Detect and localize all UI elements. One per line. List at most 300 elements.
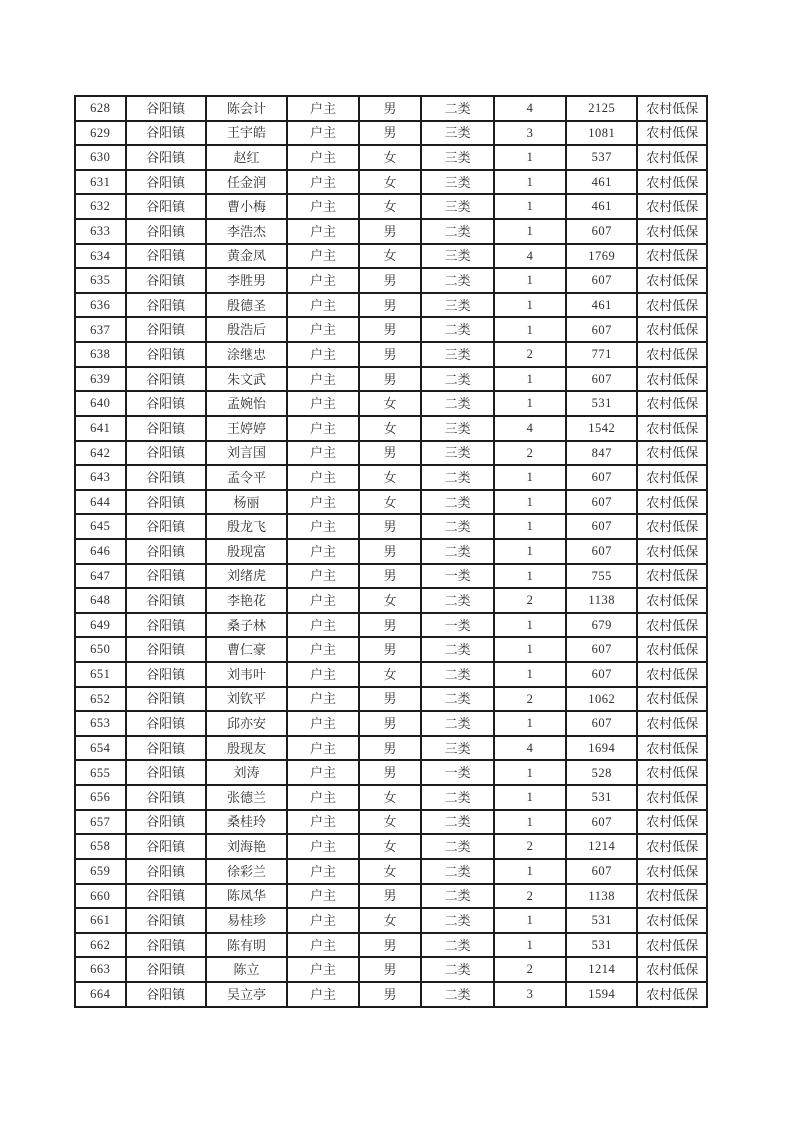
table-cell: 1 [494,391,566,416]
table-cell: 二类 [421,391,494,416]
table-cell: 2 [494,441,566,466]
table-cell: 641 [75,416,126,441]
table-cell: 农村低保 [637,662,707,687]
table-cell: 女 [359,490,422,515]
table-cell: 农村低保 [637,367,707,392]
table-cell: 4 [494,736,566,761]
table-cell: 二类 [421,465,494,490]
table-cell: 660 [75,884,126,909]
table-cell: 户主 [287,465,358,490]
table-row [75,662,707,687]
table-cell: 女 [359,391,422,416]
table-cell: 3 [494,121,566,146]
table-cell: 二类 [421,219,494,244]
table-cell: 男 [359,687,422,712]
table-row [75,736,707,761]
table-cell: 652 [75,687,126,712]
table-cell: 661 [75,908,126,933]
table-cell: 1 [494,268,566,293]
table-cell: 刘涛 [206,760,288,785]
table-cell: 刘海艳 [206,834,288,859]
table-cell: 1081 [566,121,637,146]
table-cell: 农村低保 [637,564,707,589]
table-cell: 655 [75,760,126,785]
table-cell: 谷阳镇 [126,244,206,269]
table-cell: 637 [75,317,126,342]
table-cell: 女 [359,859,422,884]
table-cell: 607 [566,219,637,244]
table-cell: 农村低保 [637,490,707,515]
table-cell: 谷阳镇 [126,219,206,244]
table-cell: 女 [359,416,422,441]
table-cell: 谷阳镇 [126,145,206,170]
table-cell: 三类 [421,293,494,318]
table-cell: 农村低保 [637,145,707,170]
table-cell: 631 [75,170,126,195]
table-row [75,490,707,515]
table-cell: 谷阳镇 [126,539,206,564]
table-cell: 607 [566,490,637,515]
table-cell: 男 [359,957,422,982]
table-row [75,834,707,859]
table-row [75,884,707,909]
table-cell: 630 [75,145,126,170]
welfare-roster-table [74,95,708,1008]
table-row [75,933,707,958]
table-cell: 男 [359,268,422,293]
table-cell: 谷阳镇 [126,785,206,810]
table-cell: 谷阳镇 [126,810,206,835]
table-cell: 二类 [421,834,494,859]
table-row [75,416,707,441]
table-row [75,194,707,219]
table-cell: 二类 [421,908,494,933]
table-cell: 755 [566,564,637,589]
table-cell: 户主 [287,367,358,392]
table-cell: 农村低保 [637,170,707,195]
table-row [75,96,707,121]
table-cell: 农村低保 [637,342,707,367]
table-cell: 户主 [287,957,358,982]
table-row [75,982,707,1007]
table-row [75,391,707,416]
table-cell: 谷阳镇 [126,588,206,613]
table-cell: 638 [75,342,126,367]
table-cell: 谷阳镇 [126,711,206,736]
table-cell: 户主 [287,317,358,342]
table-cell: 646 [75,539,126,564]
table-cell: 528 [566,760,637,785]
table-cell: 谷阳镇 [126,96,206,121]
table-cell: 461 [566,293,637,318]
table-cell: 男 [359,219,422,244]
table-cell: 农村低保 [637,441,707,466]
table-cell: 男 [359,121,422,146]
table-cell: 户主 [287,736,358,761]
table-cell: 男 [359,96,422,121]
table-cell: 二类 [421,490,494,515]
table-cell: 桑子林 [206,613,288,638]
table-cell: 农村低保 [637,194,707,219]
table-cell: 607 [566,711,637,736]
table-cell: 1 [494,170,566,195]
table-cell: 涂继忠 [206,342,288,367]
table-cell: 4 [494,244,566,269]
table-cell: 谷阳镇 [126,884,206,909]
table-cell: 二类 [421,711,494,736]
table-cell: 农村低保 [637,317,707,342]
table-cell: 谷阳镇 [126,908,206,933]
table-cell: 谷阳镇 [126,514,206,539]
table-cell: 4 [494,96,566,121]
table-cell: 户主 [287,637,358,662]
table-cell: 男 [359,441,422,466]
table-cell: 谷阳镇 [126,441,206,466]
table-row [75,244,707,269]
table-cell: 户主 [287,170,358,195]
table-row [75,145,707,170]
table-cell: 1 [494,637,566,662]
table-cell: 1 [494,317,566,342]
table-cell: 607 [566,859,637,884]
table-cell: 女 [359,662,422,687]
table-cell: 赵红 [206,145,288,170]
table-row [75,219,707,244]
table-cell: 男 [359,514,422,539]
table-row [75,367,707,392]
table-cell: 谷阳镇 [126,687,206,712]
table-cell: 771 [566,342,637,367]
table-cell: 654 [75,736,126,761]
table-cell: 户主 [287,490,358,515]
table-cell: 户主 [287,588,358,613]
table-cell: 李胜男 [206,268,288,293]
table-cell: 二类 [421,268,494,293]
table-cell: 二类 [421,884,494,909]
table-cell: 1694 [566,736,637,761]
table-cell: 461 [566,194,637,219]
table-cell: 二类 [421,662,494,687]
table-cell: 户主 [287,342,358,367]
table-cell: 农村低保 [637,810,707,835]
table-cell: 645 [75,514,126,539]
table-row [75,342,707,367]
table-cell: 朱文武 [206,367,288,392]
table-cell: 607 [566,637,637,662]
table-cell: 三类 [421,441,494,466]
table-cell: 648 [75,588,126,613]
table-cell: 农村低保 [637,293,707,318]
table-cell: 农村低保 [637,859,707,884]
table-cell: 2125 [566,96,637,121]
table-cell: 女 [359,145,422,170]
table-cell: 847 [566,441,637,466]
table-cell: 1 [494,613,566,638]
table-cell: 谷阳镇 [126,416,206,441]
table-cell: 1769 [566,244,637,269]
table-cell: 户主 [287,884,358,909]
table-cell: 男 [359,637,422,662]
table-cell: 二类 [421,933,494,958]
table-cell: 户主 [287,662,358,687]
table-cell: 628 [75,96,126,121]
table-cell: 1 [494,785,566,810]
roster-table [75,96,707,1007]
table-cell: 刘钦平 [206,687,288,712]
table-cell: 户主 [287,194,358,219]
table-cell: 农村低保 [637,465,707,490]
table-cell: 男 [359,760,422,785]
table-cell: 1 [494,514,566,539]
table-row [75,637,707,662]
table-cell: 531 [566,933,637,958]
table-cell: 2 [494,884,566,909]
table-cell: 陈立 [206,957,288,982]
table-cell: 642 [75,441,126,466]
table-cell: 二类 [421,367,494,392]
table-cell: 女 [359,465,422,490]
table-cell: 殷浩后 [206,317,288,342]
table-cell: 女 [359,785,422,810]
table-cell: 1138 [566,884,637,909]
table-cell: 户主 [287,982,358,1007]
table-cell: 谷阳镇 [126,834,206,859]
table-cell: 1 [494,859,566,884]
table-cell: 2 [494,834,566,859]
table-cell: 农村低保 [637,244,707,269]
table-cell: 607 [566,539,637,564]
table-cell: 谷阳镇 [126,957,206,982]
table-cell: 农村低保 [637,933,707,958]
table-cell: 男 [359,884,422,909]
table-cell: 1 [494,145,566,170]
table-row [75,317,707,342]
table-cell: 二类 [421,539,494,564]
table-cell: 谷阳镇 [126,613,206,638]
table-cell: 4 [494,416,566,441]
table-cell: 谷阳镇 [126,736,206,761]
table-cell: 殷现富 [206,539,288,564]
table-row [75,785,707,810]
table-cell: 607 [566,810,637,835]
table-cell: 农村低保 [637,711,707,736]
table-cell: 户主 [287,810,358,835]
table-cell: 谷阳镇 [126,982,206,1007]
table-cell: 1542 [566,416,637,441]
table-cell: 二类 [421,785,494,810]
table-cell: 农村低保 [637,219,707,244]
table-cell: 653 [75,711,126,736]
table-cell: 1214 [566,957,637,982]
table-cell: 1 [494,194,566,219]
table-cell: 户主 [287,711,358,736]
table-cell: 谷阳镇 [126,342,206,367]
table-cell: 1594 [566,982,637,1007]
table-cell: 谷阳镇 [126,465,206,490]
table-row [75,588,707,613]
table-cell: 谷阳镇 [126,317,206,342]
table-cell: 男 [359,367,422,392]
table-cell: 1 [494,760,566,785]
table-cell: 户主 [287,244,358,269]
table-cell: 女 [359,834,422,859]
table-cell: 户主 [287,514,358,539]
table-cell: 男 [359,736,422,761]
table-cell: 649 [75,613,126,638]
table-cell: 农村低保 [637,884,707,909]
table-cell: 一类 [421,564,494,589]
table-cell: 张德兰 [206,785,288,810]
table-cell: 女 [359,908,422,933]
table-cell: 男 [359,613,422,638]
table-cell: 谷阳镇 [126,194,206,219]
table-cell: 531 [566,908,637,933]
table-cell: 农村低保 [637,514,707,539]
table-cell: 三类 [421,416,494,441]
table-cell: 男 [359,711,422,736]
table-cell: 户主 [287,416,358,441]
table-cell: 1 [494,367,566,392]
table-cell: 户主 [287,933,358,958]
table-cell: 1214 [566,834,637,859]
table-cell: 农村低保 [637,736,707,761]
table-cell: 1 [494,293,566,318]
table-cell: 户主 [287,908,358,933]
table-cell: 女 [359,810,422,835]
table-cell: 谷阳镇 [126,391,206,416]
table-cell: 任金润 [206,170,288,195]
table-cell: 刘绪虎 [206,564,288,589]
table-cell: 1138 [566,588,637,613]
table-cell: 农村低保 [637,785,707,810]
table-cell: 户主 [287,785,358,810]
table-cell: 女 [359,588,422,613]
roster-table-body [75,96,707,1007]
table-cell: 农村低保 [637,588,707,613]
table-cell: 1 [494,908,566,933]
table-cell: 1 [494,465,566,490]
table-cell: 谷阳镇 [126,170,206,195]
table-cell: 户主 [287,760,358,785]
table-cell: 537 [566,145,637,170]
table-cell: 王宇皓 [206,121,288,146]
table-cell: 2 [494,687,566,712]
table-cell: 651 [75,662,126,687]
table-cell: 607 [566,317,637,342]
table-cell: 640 [75,391,126,416]
table-cell: 男 [359,317,422,342]
table-cell: 谷阳镇 [126,293,206,318]
table-cell: 农村低保 [637,613,707,638]
table-cell: 1062 [566,687,637,712]
table-cell: 谷阳镇 [126,760,206,785]
table-cell: 1 [494,662,566,687]
table-cell: 531 [566,785,637,810]
table-cell: 农村低保 [637,637,707,662]
table-row [75,170,707,195]
table-cell: 607 [566,367,637,392]
table-cell: 户主 [287,121,358,146]
table-cell: 657 [75,810,126,835]
table-cell: 谷阳镇 [126,490,206,515]
table-cell: 二类 [421,982,494,1007]
table-row [75,441,707,466]
table-cell: 643 [75,465,126,490]
table-row [75,564,707,589]
table-row [75,268,707,293]
table-cell: 李浩杰 [206,219,288,244]
table-cell: 农村低保 [637,834,707,859]
table-cell: 607 [566,662,637,687]
table-cell: 农村低保 [637,957,707,982]
table-cell: 杨丽 [206,490,288,515]
table-cell: 徐彩兰 [206,859,288,884]
table-cell: 3 [494,982,566,1007]
table-cell: 农村低保 [637,268,707,293]
table-cell: 农村低保 [637,539,707,564]
table-cell: 658 [75,834,126,859]
table-cell: 三类 [421,145,494,170]
table-cell: 629 [75,121,126,146]
table-cell: 639 [75,367,126,392]
table-cell: 吴立亭 [206,982,288,1007]
table-cell: 461 [566,170,637,195]
table-cell: 殷现友 [206,736,288,761]
table-cell: 李艳花 [206,588,288,613]
table-row [75,687,707,712]
table-row [75,121,707,146]
table-cell: 1 [494,539,566,564]
table-cell: 农村低保 [637,121,707,146]
table-row [75,908,707,933]
table-cell: 户主 [287,268,358,293]
table-cell: 636 [75,293,126,318]
table-cell: 二类 [421,637,494,662]
table-cell: 664 [75,982,126,1007]
table-cell: 679 [566,613,637,638]
table-cell: 二类 [421,957,494,982]
table-cell: 曹小梅 [206,194,288,219]
table-cell: 662 [75,933,126,958]
table-cell: 农村低保 [637,687,707,712]
table-cell: 三类 [421,194,494,219]
table-row [75,810,707,835]
table-cell: 户主 [287,687,358,712]
table-cell: 户主 [287,293,358,318]
table-cell: 男 [359,564,422,589]
table-row [75,760,707,785]
table-row [75,465,707,490]
table-cell: 户主 [287,391,358,416]
table-cell: 谷阳镇 [126,637,206,662]
table-cell: 邱亦安 [206,711,288,736]
table-cell: 二类 [421,96,494,121]
table-cell: 孟婉怡 [206,391,288,416]
table-cell: 户主 [287,96,358,121]
table-cell: 户主 [287,219,358,244]
table-cell: 男 [359,342,422,367]
table-cell: 1 [494,711,566,736]
table-cell: 三类 [421,736,494,761]
table-cell: 农村低保 [637,760,707,785]
table-cell: 男 [359,539,422,564]
table-cell: 谷阳镇 [126,367,206,392]
table-cell: 二类 [421,514,494,539]
table-cell: 谷阳镇 [126,268,206,293]
table-cell: 1 [494,564,566,589]
table-cell: 刘韦叶 [206,662,288,687]
table-cell: 桑桂玲 [206,810,288,835]
